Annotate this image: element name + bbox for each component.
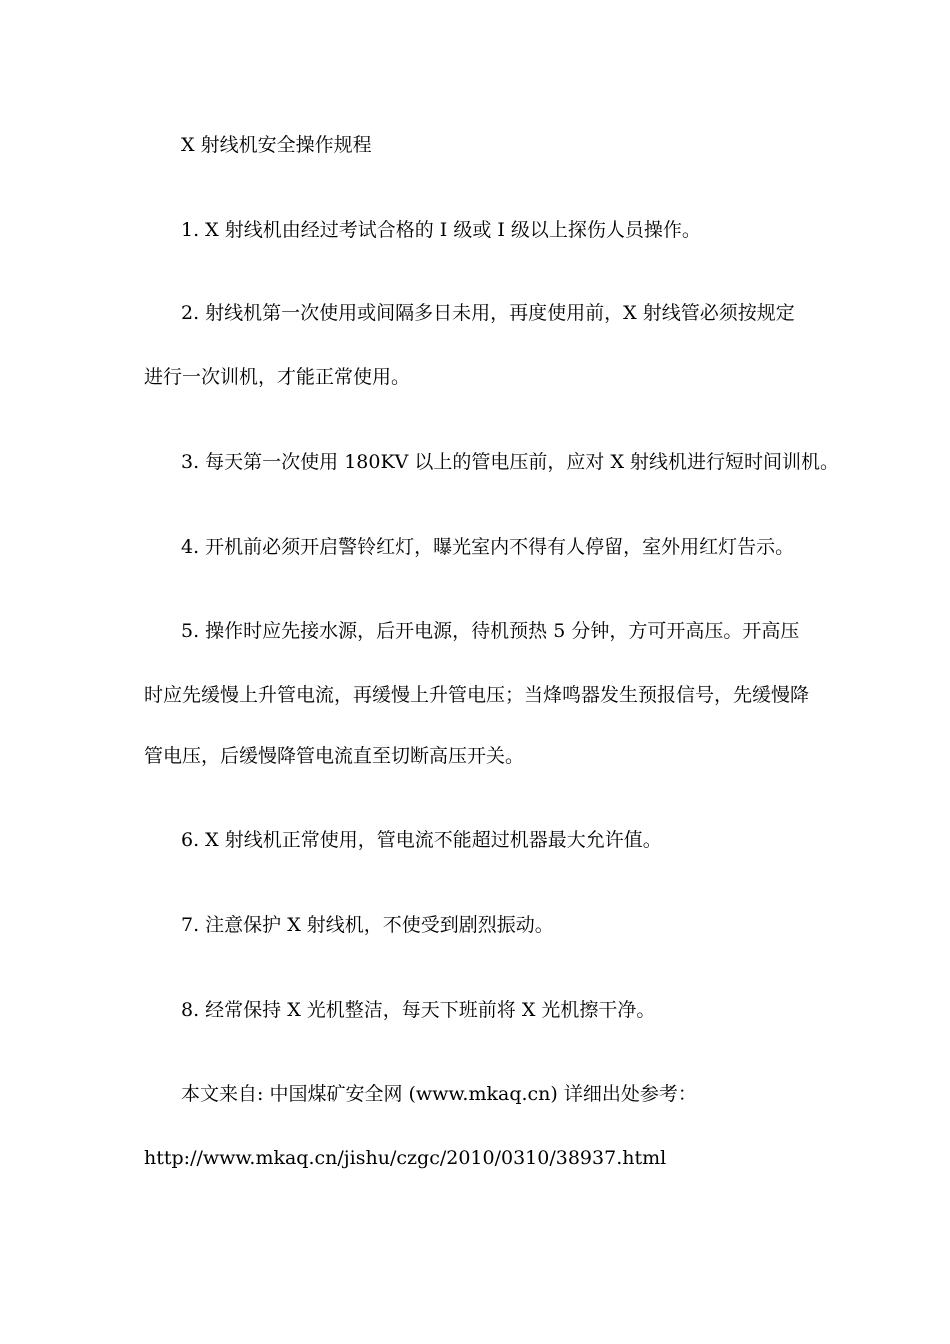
rule-item-3: 3. 每天第一次使用 180KV 以上的管电压前，应对 X 射线机进行短时间训机。 [181, 451, 840, 473]
document-title: X 射线机安全操作规程 [181, 134, 372, 156]
rule-item-2-line-1: 2. 射线机第一次使用或间隔多日未用，再度使用前，X 射线管必须按规定 [181, 302, 795, 324]
rule-item-8: 8. 经常保持 X 光机整洁，每天下班前将 X 光机擦干净。 [181, 999, 656, 1021]
rule-item-1: 1. X 射线机由经过考试合格的 I 级或 I 级以上探伤人员操作。 [181, 219, 701, 241]
source-attribution: 本文来自: 中国煤矿安全网 (www.mkaq.cn) 详细出处参考： [181, 1083, 697, 1105]
rule-item-5-line-1: 5. 操作时应先接水源，后开电源，待机预热 5 分钟，方可开高压。开高压 [181, 620, 800, 642]
rule-item-5-line-3: 管电压，后缓慢降管电流直至切断高压开关。 [144, 745, 525, 767]
rule-item-2-line-2: 进行一次训机，才能正常使用。 [144, 366, 411, 388]
rule-item-7: 7. 注意保护 X 射线机，不使受到剧烈振动。 [181, 914, 554, 936]
rule-item-4: 4. 开机前必须开启警铃红灯，曝光室内不得有人停留，室外用红灯告示。 [181, 536, 795, 558]
source-url-link[interactable]: http://www.mkaq.cn/jishu/czgc/2010/0310/38937.html [144, 1147, 667, 1169]
rule-item-5-line-2: 时应先缓慢上升管电流，再缓慢上升管电压；当烽鸣器发生预报信号，先缓慢降 [144, 684, 810, 706]
rule-item-6: 6. X 射线机正常使用，管电流不能超过机器最大允许值。 [181, 829, 662, 851]
